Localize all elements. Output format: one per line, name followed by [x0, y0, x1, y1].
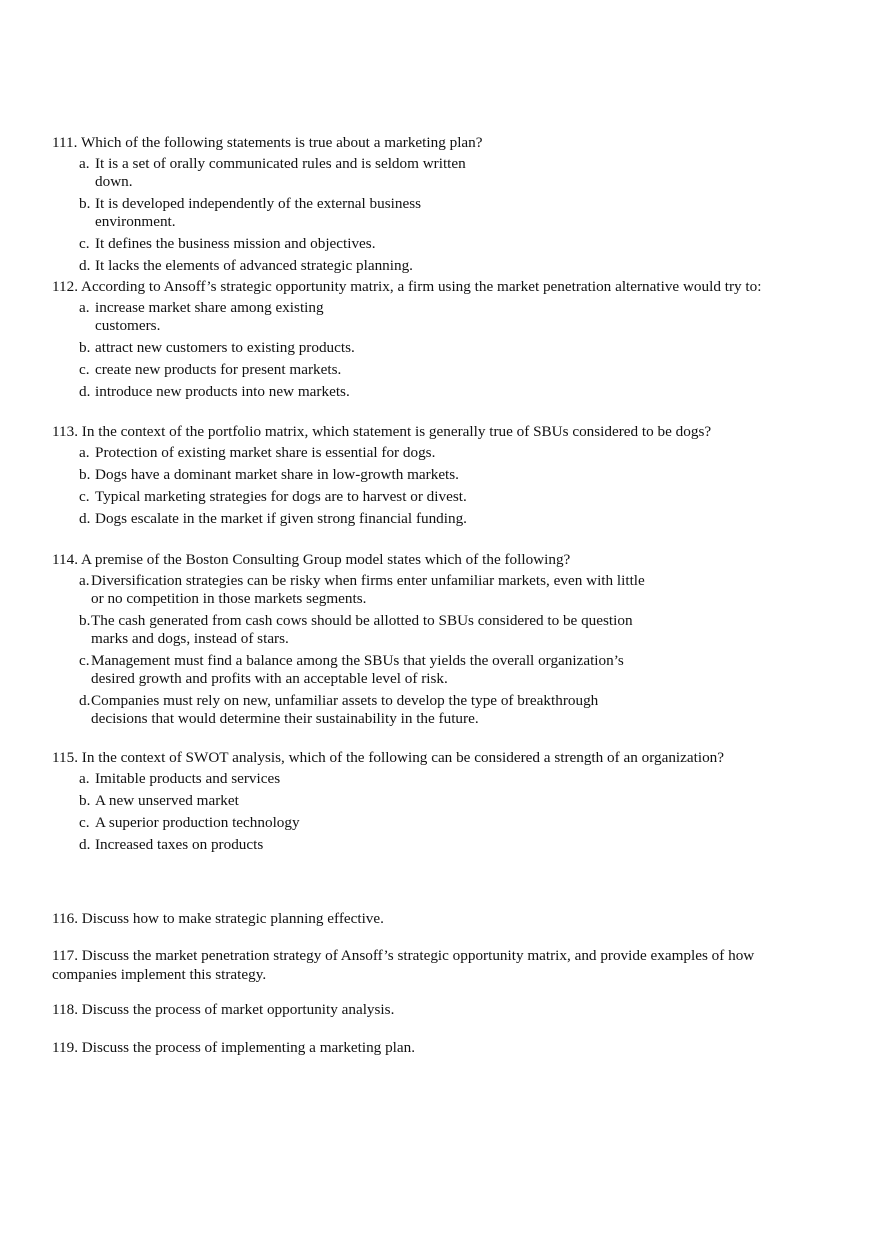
question-stem: 115. In the context of SWOT analysis, which of the following can be considered a strength of an organization?: [52, 749, 725, 766]
answer-option: a. It is a set of orally communicated rules and is seldom written down.: [79, 155, 466, 190]
answer-option: a. increase market share among existing customers.: [79, 299, 324, 334]
answer-option: b. attract new customers to existing products.: [79, 339, 355, 356]
answer-option: d. Increased taxes on products: [79, 836, 264, 853]
answer-option: c. Typical marketing strategies for dogs are to harvest or divest.: [79, 488, 467, 505]
answer-option: c. create new products for present markets.: [79, 361, 342, 378]
answer-option: d. Companies must rely on new, unfamiliar assets to develop the type of breakthrough decisions that would determine their sustainability in the future.: [79, 692, 599, 727]
answer-option: d. It lacks the elements of advanced strategic planning.: [79, 257, 413, 274]
answer-option: d. introduce new products into new markets.: [79, 383, 350, 400]
question-111: [52, 133, 505, 275]
question-stem: 112. According to Ansoff’s strategic opportunity matrix, a firm using the market penetration alternative would try to:: [52, 278, 762, 295]
answer-option: b. Dogs have a dominant market share in low-growth markets.: [79, 466, 459, 483]
answer-option: b. A new unserved market: [79, 792, 239, 809]
answer-option: d. Dogs escalate in the market if given strong financial funding.: [79, 510, 467, 527]
essay-question-116: 116. Discuss how to make strategic planning effective.: [52, 910, 384, 927]
answer-option: b. It is developed independently of the external business environment.: [79, 195, 422, 230]
question-stem: 114. A premise of the Boston Consulting Group model states which of the following?: [52, 551, 571, 568]
question-stem: 111. Which of the following statements is true about a marketing plan?: [52, 134, 483, 151]
answer-option: a. Protection of existing market share is essential for dogs.: [79, 444, 436, 461]
answer-option: a. Imitable products and services: [79, 770, 281, 787]
question-112: [52, 277, 761, 401]
question-113: [52, 422, 711, 528]
answer-option: c. Management must find a balance among the SBUs that yields the overall organization’s desired growth and profits with an acceptable level of risk.: [79, 652, 624, 687]
question-stem: 113. In the context of the portfolio matrix, which statement is generally true of SBUs considered to be dogs?: [52, 423, 712, 440]
essay-question-117: 117. Discuss the market penetration strategy of Ansoff’s strategic opportunity matrix, and provide examples of how companies implement this strategy.: [52, 947, 755, 983]
essay-question-118: 118. Discuss the process of market opportunity analysis.: [52, 1001, 395, 1018]
essay-question-119: 119. Discuss the process of implementing a marketing plan.: [52, 1039, 416, 1056]
answer-option: a. Diversification strategies can be risky when firms enter unfamiliar markets, even with little or no competition in those markets segments.: [79, 572, 645, 607]
question-115: [52, 748, 724, 854]
question-114: [52, 550, 651, 728]
answer-option: c. It defines the business mission and objectives.: [79, 235, 376, 252]
answer-option: b. The cash generated from cash cows should be allotted to SBUs considered to be question marks and dogs, instead of stars.: [79, 612, 633, 647]
answer-option: c. A superior production technology: [79, 814, 300, 831]
